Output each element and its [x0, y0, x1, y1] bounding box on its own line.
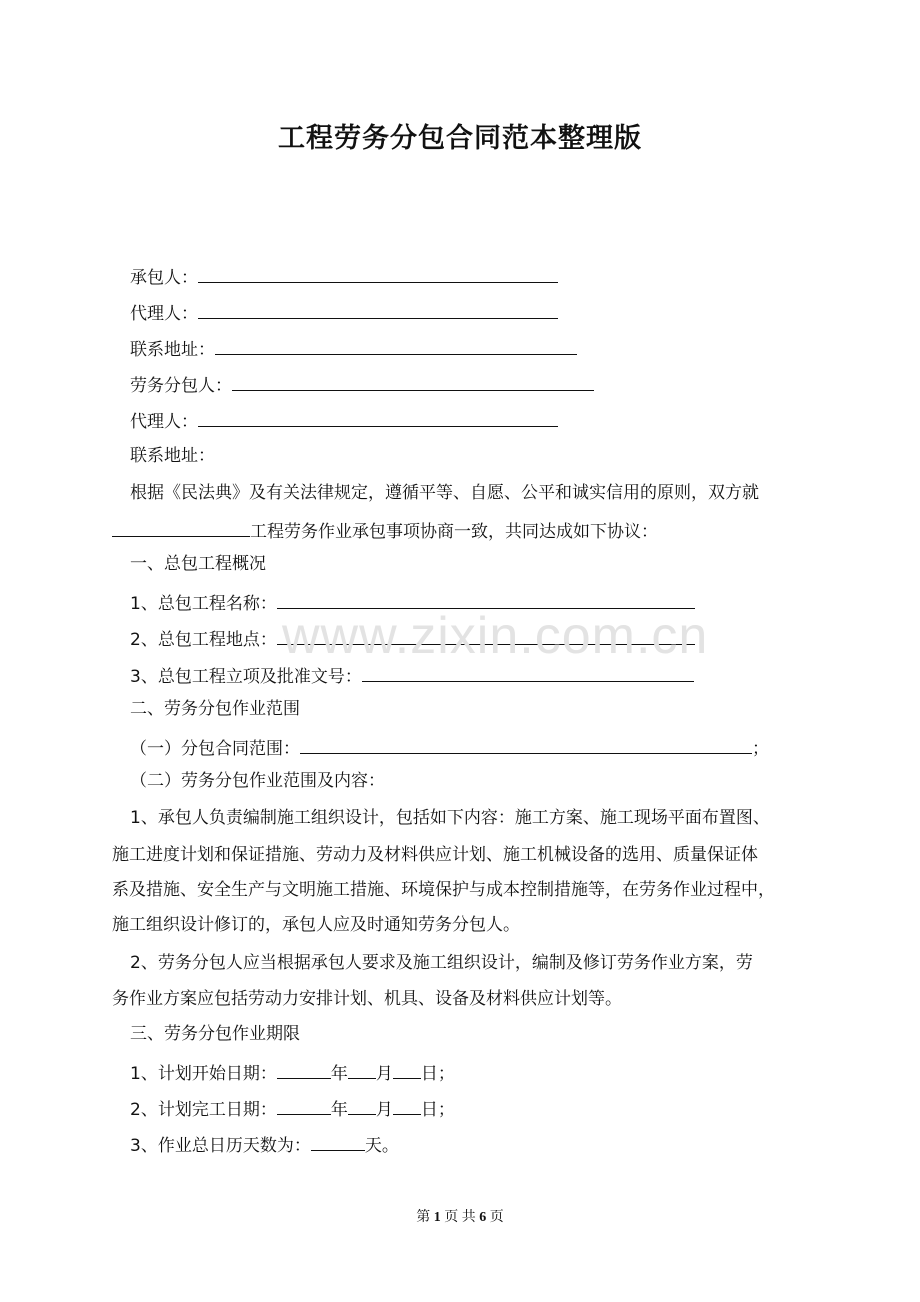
preamble-line-2-text: 工程劳务作业承包事项协商一致，共同达成如下协议： — [250, 522, 658, 542]
subcontractor-blank[interactable] — [232, 372, 594, 391]
contractor-address-line — [130, 336, 577, 361]
month-label: 月 — [375, 1100, 393, 1120]
section-1-heading: 一、总包工程概况 — [130, 554, 266, 574]
section-2-para-1-line-2: 施工进度计划和保证措施、劳动力及材料供应计划、施工机械设备的选用、质量保证体 — [112, 845, 758, 865]
contract-scope-end: ； — [752, 739, 769, 759]
footer-prefix: 第 — [416, 1210, 431, 1225]
planned-start-line — [130, 1060, 455, 1085]
contractor-address-label: 联系地址： — [130, 340, 215, 360]
section-2-sub-1 — [130, 735, 769, 760]
planned-end-label: 2、计划完工日期： — [130, 1100, 277, 1120]
end-day-field[interactable] — [393, 1096, 421, 1115]
total-days-label: 3、作业总日历天数为： — [130, 1136, 311, 1156]
start-year-field[interactable] — [277, 1060, 331, 1079]
subcontractor-agent-line — [130, 408, 558, 433]
month-label: 月 — [375, 1064, 393, 1084]
contractor-blank[interactable] — [198, 264, 558, 283]
start-month-field[interactable] — [348, 1060, 376, 1079]
subcontractor-line — [130, 372, 594, 397]
approval-number-field[interactable] — [362, 663, 694, 682]
contractor-address-blank[interactable] — [215, 336, 577, 355]
total-days-field[interactable] — [311, 1132, 365, 1151]
subcontractor-address-label: 联系地址： — [130, 446, 215, 466]
section-2-para-1-line-3: 系及措施、安全生产与文明施工措施、环境保护与成本控制措施等，在劳务作业过程中， — [112, 880, 775, 900]
footer-suffix: 页 — [489, 1210, 504, 1225]
planned-end-line — [130, 1096, 455, 1121]
semicolon: ； — [437, 1064, 455, 1084]
project-location-field[interactable] — [277, 626, 695, 645]
contractor-agent-blank[interactable] — [198, 300, 558, 319]
section-2-heading: 二、劳务分包作业范围 — [130, 699, 300, 719]
contractor-agent-line — [130, 300, 558, 325]
end-month-field[interactable] — [348, 1096, 376, 1115]
section-3-heading: 三、劳务分包作业期限 — [130, 1024, 300, 1044]
year-label: 年 — [330, 1100, 348, 1120]
document-title: 工程劳务分包合同范本整理版 — [278, 123, 642, 154]
total-page-number: 6 — [479, 1210, 487, 1225]
section-2-para-2-line-1: 2、劳务分包人应当根据承包人要求及施工组织设计，编制及修订劳务作业方案，劳 — [130, 953, 753, 973]
section-2-para-2-line-2: 务作业方案应包括劳动力安排计划、机具、设备及材料供应计划等。 — [112, 989, 622, 1009]
section-1-item-3 — [130, 663, 694, 688]
section-1-item-2 — [130, 626, 695, 651]
contractor-line — [130, 264, 558, 289]
section-1-item-1 — [130, 590, 695, 615]
total-days-line — [130, 1132, 399, 1157]
day-label: 日 — [420, 1064, 438, 1084]
approval-number-label: 3、总包工程立项及批准文号： — [130, 667, 362, 687]
preamble-line-1: 根据《民法典》及有关法律规定，遵循平等、自愿、公平和诚实信用的原则，双方就 — [130, 483, 759, 503]
footer-middle: 页 共 — [444, 1210, 476, 1225]
watermark: www.zixin.com.cn — [282, 607, 709, 665]
planned-start-label: 1、计划开始日期： — [130, 1064, 277, 1084]
section-2-para-1-line-4: 施工组织设计修订的，承包人应及时通知劳务分包人。 — [112, 915, 520, 935]
project-name-blank[interactable] — [112, 518, 250, 537]
days-unit: 天。 — [364, 1136, 399, 1156]
section-2-para-1-line-1: 1、承包人负责编制施工组织设计，包括如下内容：施工方案、施工现场平面布置图、 — [130, 808, 770, 828]
contract-scope-label: （一）分包合同范围： — [130, 739, 300, 759]
page-footer — [0, 1206, 920, 1226]
contractor-agent-label: 代理人： — [130, 304, 198, 324]
subcontractor-address-line — [130, 445, 215, 467]
preamble-line-2 — [112, 518, 658, 543]
start-day-field[interactable] — [393, 1060, 421, 1079]
project-location-label: 2、总包工程地点： — [130, 630, 277, 650]
subcontractor-label: 劳务分包人： — [130, 376, 232, 396]
year-label: 年 — [330, 1064, 348, 1084]
subcontractor-agent-blank[interactable] — [198, 408, 558, 427]
semicolon: ； — [437, 1100, 455, 1120]
subcontractor-agent-label: 代理人： — [130, 412, 198, 432]
project-name-field[interactable] — [277, 590, 695, 609]
section-2-sub-2: （二）劳务分包作业范围及内容： — [130, 771, 385, 791]
contractor-label: 承包人： — [130, 268, 198, 288]
project-name-label: 1、总包工程名称： — [130, 594, 277, 614]
end-year-field[interactable] — [277, 1096, 331, 1115]
current-page-number: 1 — [433, 1210, 441, 1225]
day-label: 日 — [420, 1100, 438, 1120]
contract-scope-field[interactable] — [300, 735, 752, 754]
